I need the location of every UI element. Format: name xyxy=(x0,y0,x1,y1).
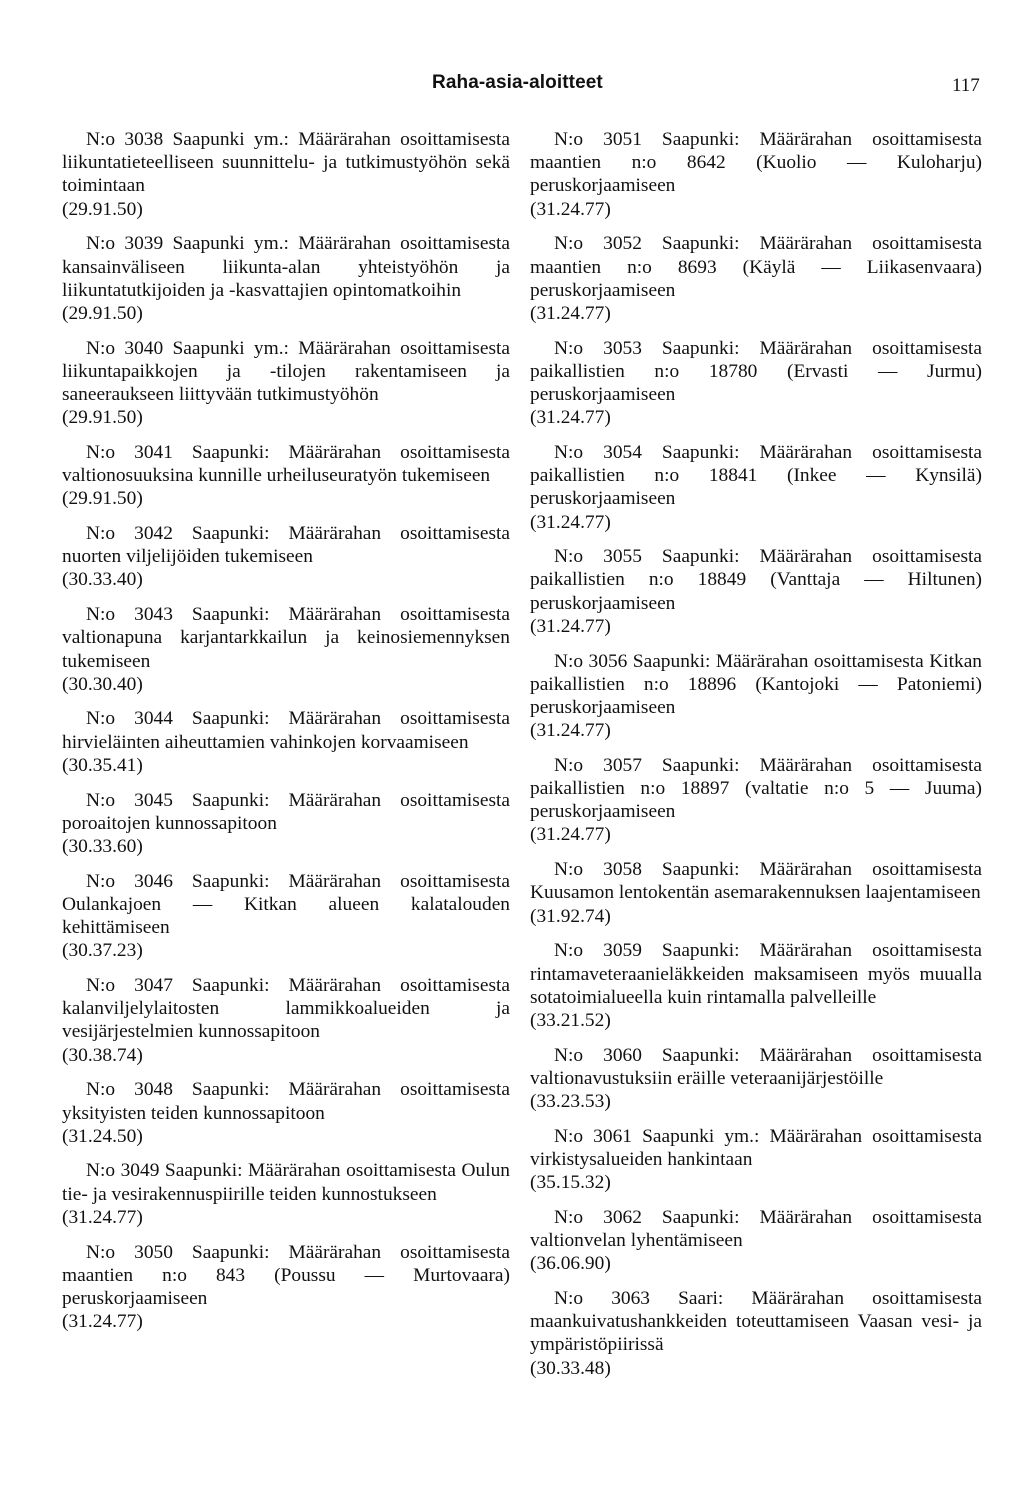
list-item xyxy=(530,1287,982,1380)
list-item xyxy=(62,1159,510,1229)
list-item xyxy=(62,441,510,511)
entry-text: N:o 3047 Saapunki: Määrärahan osoittamisesta kalanviljelylaitosten lammikkoalueiden ja vesijärjestelmien kunnossapitoon xyxy=(62,975,510,1043)
entry-text: N:o 3049 Saapunki: Määrärahan osoittamisesta Oulun tie- ja vesirakennuspiirille teiden kunnostukseen xyxy=(62,1160,510,1205)
list-item xyxy=(62,707,510,777)
entry-text: N:o 3051 Saapunki: Määrärahan osoittamisesta maantien n:o 8642 (Kuolio — Kuloharju) peruskorjaamiseen xyxy=(530,129,982,197)
budget-code: (31.24.77) xyxy=(530,198,611,220)
entry-text: N:o 3039 Saapunki ym.: Määrärahan osoittamisesta kansainväliseen liikunta-alan yhteistyöhön ja liikuntatutkijoiden ja -kasvattajien opintomatkoihin xyxy=(62,233,510,301)
budget-code: (29.91.50) xyxy=(62,407,143,429)
list-item xyxy=(530,1206,982,1276)
list-item xyxy=(62,870,510,963)
entry-text: N:o 3040 Saapunki ym.: Määrärahan osoittamisesta liikuntapaikkojen ja -tilojen rakentamiseen ja saneeraukseen liittyvään tutkimustyöhön xyxy=(62,337,510,406)
list-item xyxy=(530,232,982,325)
entry-text: N:o 3053 Saapunki: Määrärahan osoittamisesta paikallistien n:o 18780 (Ervasti — Jurmu) peruskorjaamiseen xyxy=(530,337,982,406)
list-item xyxy=(62,1241,510,1334)
list-item xyxy=(530,1044,982,1114)
budget-code: (31.24.77) xyxy=(530,615,611,637)
list-item xyxy=(62,522,510,592)
entry-text: N:o 3054 Saapunki: Määrärahan osoittamisesta paikallistien n:o 18841 (Inkee — Kynsilä) peruskorjaamiseen xyxy=(530,441,982,510)
entry-text: N:o 3060 Saapunki: Määrärahan osoittamisesta valtionavustuksiin eräille veteraanijärjestöille xyxy=(530,1044,982,1089)
page-header xyxy=(0,72,1024,102)
list-item xyxy=(530,128,982,221)
entry-text: N:o 3041 Saapunki: Määrärahan osoittamisesta valtionosuuksina kunnille urheiluseuratyön tukemiseen xyxy=(62,441,510,487)
budget-code: (29.91.50) xyxy=(62,302,143,324)
budget-code: (31.24.77) xyxy=(62,1206,143,1228)
entry-text: N:o 3043 Saapunki: Määrärahan osoittamisesta valtionapuna karjantarkkailun ja keinosiemennyksen tukemiseen xyxy=(62,604,510,672)
entry-text: N:o 3056 Saapunki: Määrärahan osoittamisesta Kitkan paikallistien n:o 18896 (Kantojoki — Patoniemi) peruskorjaamiseen xyxy=(530,650,982,718)
entry-text: N:o 3062 Saapunki: Määrärahan osoittamisesta valtionvelan lyhentämiseen xyxy=(530,1206,982,1252)
budget-code: (33.21.52) xyxy=(530,1009,611,1031)
right-column xyxy=(530,128,982,1391)
entry-text: N:o 3044 Saapunki: Määrärahan osoittamisesta hirvieläinten aiheuttamien vahinkojen korvaamiseen xyxy=(62,708,510,753)
budget-code: (30.33.48) xyxy=(530,1357,611,1379)
list-item xyxy=(62,974,510,1067)
entry-text: N:o 3063 Saari: Määrärahan osoittamisesta maankuivatushankkeiden toteuttamiseen Vaasan vesi- ja ympäristöpiirissä xyxy=(530,1287,982,1356)
entry-text: N:o 3042 Saapunki: Määrärahan osoittamisesta nuorten viljelijöiden tukemiseen xyxy=(62,523,510,568)
entry-text: N:o 3048 Saapunki: Määrärahan osoittamisesta yksityisten teiden kunnossapitoon xyxy=(62,1079,510,1124)
entry-text: N:o 3058 Saapunki: Määrärahan osoittamisesta Kuusamon lentokentän asemarakennuksen laajentamiseen xyxy=(530,859,982,904)
left-column xyxy=(62,128,510,1345)
list-item xyxy=(530,754,982,847)
budget-code: (30.35.41) xyxy=(62,754,143,776)
list-item xyxy=(62,232,510,325)
budget-code: (30.33.60) xyxy=(62,835,143,857)
entry-text: N:o 3038 Saapunki ym.: Määrärahan osoittamisesta liikuntatieteelliseen suunnittelu- ja tutkimustyöhön sekä toimintaan xyxy=(62,129,510,197)
list-item xyxy=(530,858,982,928)
entry-text: N:o 3061 Saapunki ym.: Määrärahan osoittamisesta virkistysalueiden hankintaan xyxy=(530,1125,982,1170)
running-title: Raha-asia-aloitteet xyxy=(432,72,603,93)
page-number: 117 xyxy=(952,75,980,96)
list-item xyxy=(62,337,510,430)
entry-text: N:o 3046 Saapunki: Määrärahan osoittamisesta Oulankajoen — Kitkan alueen kalatalouden kehittämiseen xyxy=(62,870,510,939)
entry-text: N:o 3050 Saapunki: Määrärahan osoittamisesta maantien n:o 843 (Poussu — Murtovaara) peruskorjaamiseen xyxy=(62,1241,510,1309)
budget-code: (31.24.77) xyxy=(530,511,611,533)
entry-text: N:o 3045 Saapunki: Määrärahan osoittamisesta poroaitojen kunnossapitoon xyxy=(62,789,510,834)
budget-code: (30.33.40) xyxy=(62,569,143,591)
budget-code: (31.24.77) xyxy=(62,1311,143,1333)
budget-code: (29.91.50) xyxy=(62,198,143,220)
entry-text: N:o 3052 Saapunki: Määrärahan osoittamisesta maantien n:o 8693 (Käylä — Liikasenvaara) peruskorjaamiseen xyxy=(530,233,982,301)
list-item xyxy=(62,128,510,221)
entry-text: N:o 3057 Saapunki: Määrärahan osoittamisesta paikallistien n:o 18897 (valtatie n:o 5 — Juuma) peruskorjaamiseen xyxy=(530,754,982,823)
list-item xyxy=(62,789,510,859)
list-item xyxy=(530,939,982,1032)
entry-text: N:o 3059 Saapunki: Määrärahan osoittamisesta rintamaveteraanieläkkeiden maksamiseen myös muualla sotatoimialueella kuin rintamalla palvelleille xyxy=(530,940,982,1008)
list-item xyxy=(62,603,510,696)
list-item xyxy=(62,1078,510,1148)
entry-text: N:o 3055 Saapunki: Määrärahan osoittamisesta paikallistien n:o 18849 (Vanttaja — Hiltunen) peruskorjaamiseen xyxy=(530,546,982,614)
budget-code: (30.30.40) xyxy=(62,673,143,695)
list-item xyxy=(530,1125,982,1195)
budget-code: (36.06.90) xyxy=(530,1253,611,1275)
list-item xyxy=(530,650,982,743)
budget-code: (30.37.23) xyxy=(62,940,143,962)
budget-code: (29.91.50) xyxy=(62,488,143,510)
budget-code: (31.92.74) xyxy=(530,905,611,927)
budget-code: (31.24.77) xyxy=(530,407,611,429)
budget-code: (33.23.53) xyxy=(530,1091,611,1113)
list-item xyxy=(530,545,982,638)
budget-code: (31.24.50) xyxy=(62,1125,143,1147)
budget-code: (31.24.77) xyxy=(530,720,611,742)
list-item xyxy=(530,337,982,430)
budget-code: (30.38.74) xyxy=(62,1044,143,1066)
budget-code: (31.24.77) xyxy=(530,824,611,846)
list-item xyxy=(530,441,982,534)
budget-code: (31.24.77) xyxy=(530,302,611,324)
budget-code: (35.15.32) xyxy=(530,1172,611,1194)
